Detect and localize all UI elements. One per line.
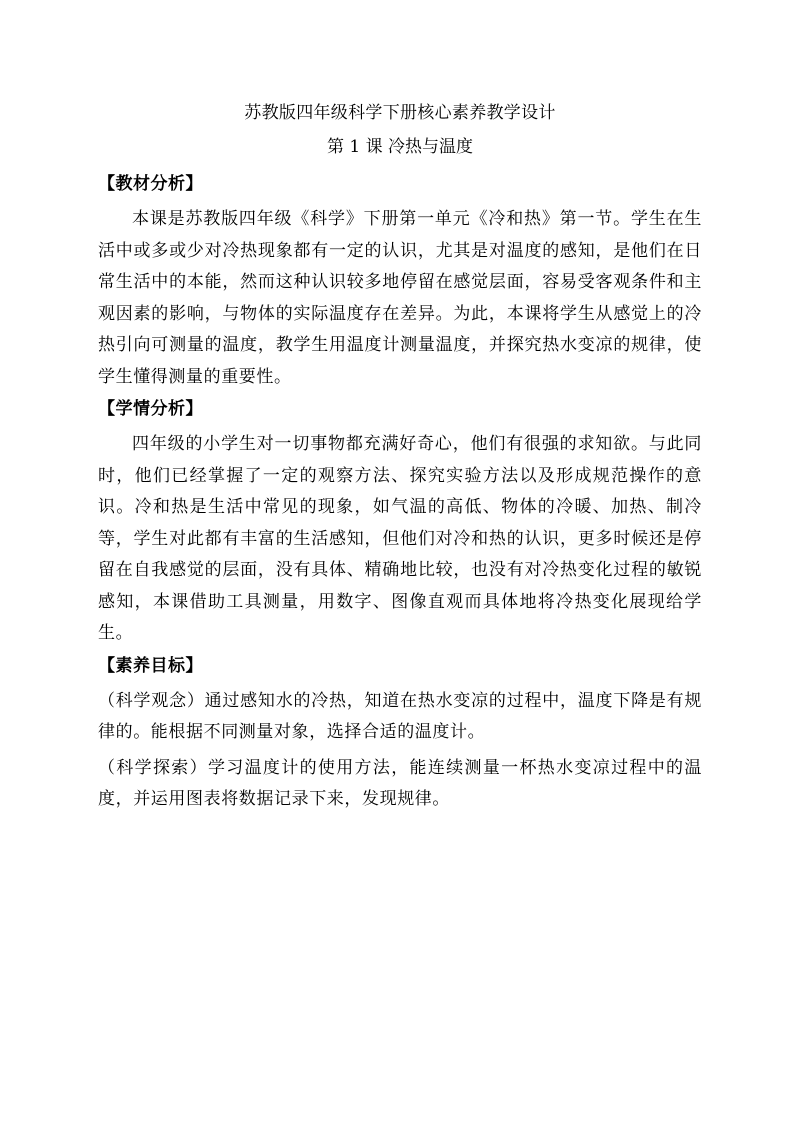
document-content bbox=[98, 100, 702, 816]
document-title: 苏教版四年级科学下册核心素养教学设计 bbox=[244, 103, 556, 123]
lesson-title: 第 1 课 冷热与温度 bbox=[326, 137, 474, 157]
goal-science-concept: （科学观念）通过感知水的冷热，知道在热水变凉的过程中，温度下降是有规律的。能根据不同测量对象，选择合适的温度计。 bbox=[98, 690, 702, 742]
section-literacy-goals bbox=[98, 650, 702, 816]
goal-science-inquiry: （科学探索）学习温度计的使用方法，能连续测量一杯热水变凉过程中的温度，并运用图表将数据记录下来，发现规律。 bbox=[98, 757, 702, 809]
section-heading-student-analysis: 【学情分析】 bbox=[98, 399, 203, 419]
paragraph-textbook-analysis: 本课是苏教版四年级《科学》下册第一单元《冷和热》第一节。学生在生活中或多或少对冷热现象都有一定的认识，尤其是对温度的感知，是他们在日常生活中的本能，然而这种认识较多地停留在感觉层面，容易受客观条件和主观因素的影响，与物体的实际温度存在差异。为此，本课将学生从感觉上的冷热引向可测量的温度，教学生用温度计测量温度，并探究热水变凉的规律，使学生懂得测量的重要性。 bbox=[98, 209, 702, 387]
section-heading-literacy-goals: 【素养目标】 bbox=[98, 655, 203, 676]
paragraph-student-analysis: 四年级的小学生对一切事物都充满好奇心，他们有很强的求知欲。与此同时，他们已经掌握了一定的观察方法、探究实验方法以及形成规范操作的意识。冷和热是生活中常见的现象，如气温的高低、物体的冷暖、加热、制冷等，学生对此都有丰富的生活感知，但他们对冷和热的认识，更多时候还是停留在自我感觉的层面，没有具体、精确地比较，也没有对冷热变化过程的敏锐感知，本课借助工具测量，用数字、图像直观而具体地将冷热变化展现给学生。 bbox=[98, 434, 702, 643]
section-student-analysis bbox=[98, 393, 702, 650]
section-textbook-analysis bbox=[98, 168, 702, 393]
section-heading-textbook-analysis: 【教材分析】 bbox=[98, 174, 203, 194]
